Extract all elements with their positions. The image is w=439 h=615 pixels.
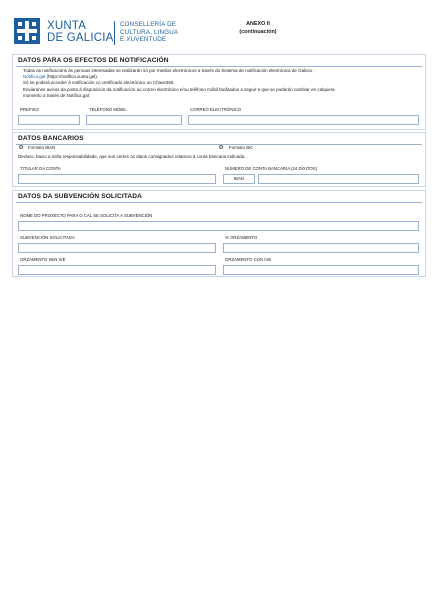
xunta-logo-icon [14,18,40,44]
mobile-field[interactable] [86,115,182,125]
prefix-field[interactable] [18,115,80,125]
page-header [14,18,426,48]
mobile-label: TELÉFONO MÓBIL [89,107,127,112]
account-holder-field[interactable] [18,174,216,184]
budget-novat-field[interactable] [18,265,216,275]
requested-grant-field[interactable] [18,243,216,253]
section-title: DATOS DA SUBVENCIÓN SOLICITADA [18,193,143,200]
iban-option-label: Formato IBAN [28,145,56,150]
notification-text: Todas as notificacións ás persoas interesadas se realizarán só por medios electrónicos a través do Sistema de notificación electrónica de Galicia - Notifica.gal (https://notifica.xunta.gal). Só se poderá acceder á notificación co certificado electrónico ou Chave365. Enviaranse avisos da posta á disposición da notificación ao correo electrónico e/ou teléfono móbil facilitados a seguir e que se poderán cambiar en calquera momento a través de Notifica.gal: [23,68,335,98]
budget-vat-field[interactable] [223,265,419,275]
budget-novat-label: ORZAMENTO SEN IVE [20,257,66,262]
department-name: CONSELLERÍA DE CULTURA, LINGUA E XUVENTUDE [120,21,179,44]
email-label: CORREO ELECTRÓNICO [190,107,242,112]
header-separator [114,21,115,45]
requested-grant-label: SUBVENCIÓN SOLICITADA [20,235,75,240]
project-name-label: NOME DO PROXECTO PARA O CAL SE SOLICITA A SUBVENCIÓN [20,213,153,218]
bic-radio[interactable] [219,145,223,149]
organization-name: XUNTA DE GALICIA [47,20,114,44]
account-holder-label: TITULAR DA CONTA [20,166,61,171]
account-number-label: NÚMERO DE CONTA BANCARIA (24 DÍXITOS) [225,166,318,171]
budget-percent-field[interactable] [223,243,419,253]
iban-prefix-box: IBAN [223,174,255,184]
bank-declaration: Declaro, baixo a miña responsabilidade, que son certos os datos consignados relativos á conta bancaria indicada. [18,154,246,159]
notifica-link[interactable]: Notifica.gal [23,74,46,80]
section-title: DATOS PARA OS EFECTOS DE NOTIFICACIÓN [18,57,169,64]
iban-radio[interactable] [19,145,23,149]
budget-percent-label: % ORZAMENTO [225,235,258,240]
notification-section [12,54,426,130]
bank-section [12,132,426,187]
section-divider [16,202,422,203]
grant-section [12,190,426,277]
section-title: DATOS BANCARIOS [18,135,84,142]
account-number-field[interactable] [258,174,419,184]
prefix-label: PREFIXO [20,107,39,112]
annex-title: ANEXO II (continuación) [239,21,277,35]
section-divider [16,66,422,67]
email-field[interactable] [188,115,419,125]
budget-vat-label: ORZAMENTO CON IVE [225,257,272,262]
project-name-field[interactable] [18,221,419,231]
bic-option-label: Formato BIC [229,145,254,150]
